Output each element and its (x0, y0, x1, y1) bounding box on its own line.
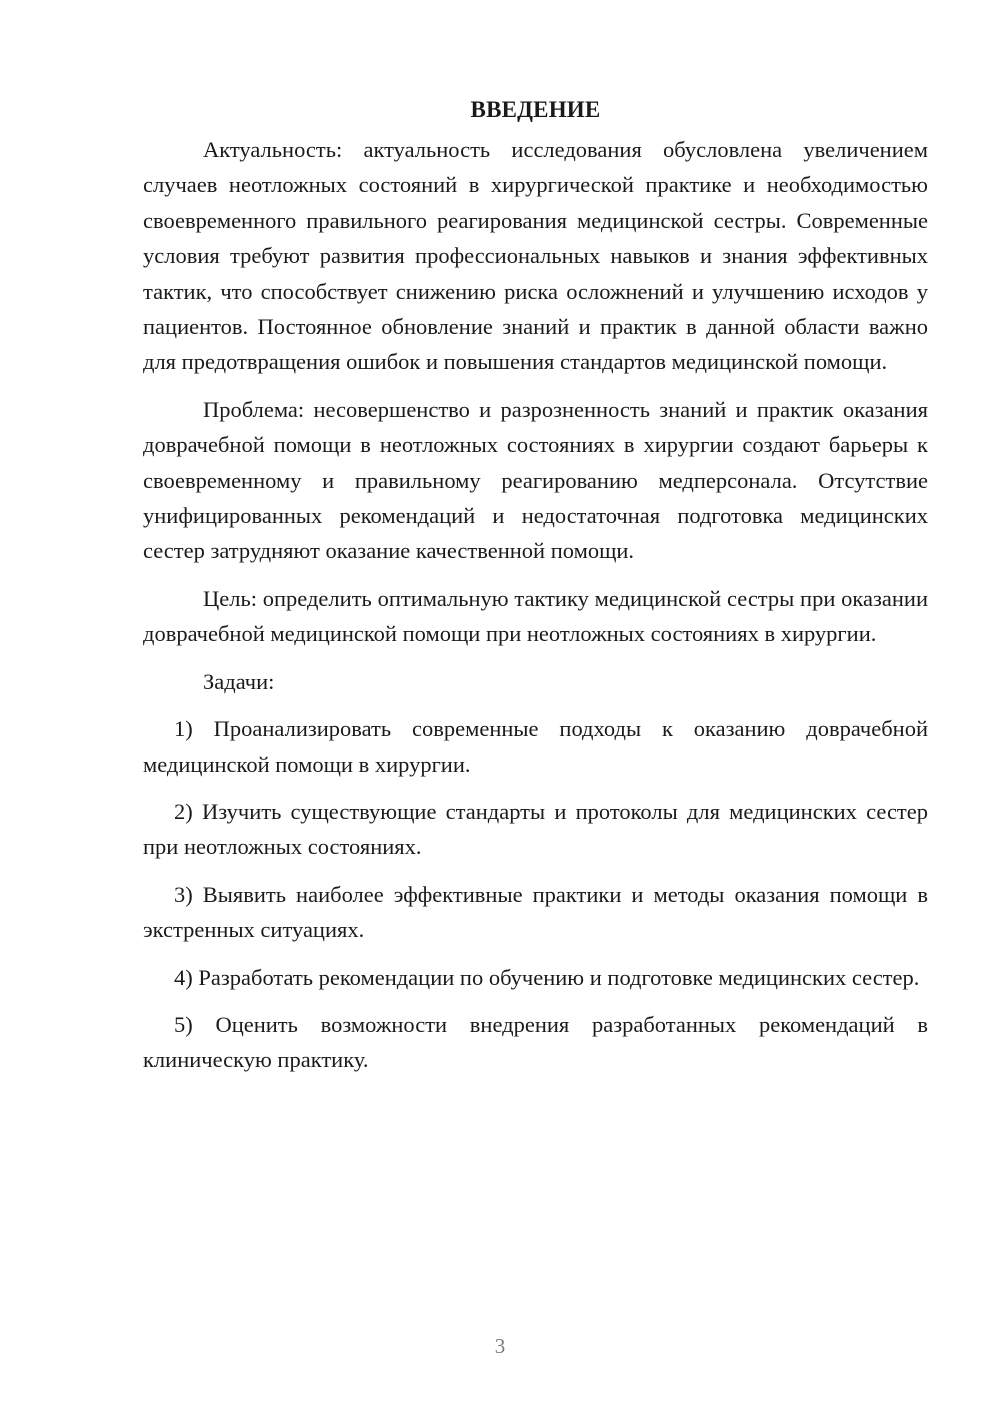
tasks-list (143, 711, 928, 1078)
task-item: 2) Изучить существующие стандарты и протоколы для медицинских сестер при неотложных состояниях. (143, 798, 928, 860)
document-page (143, 92, 928, 1090)
problem-paragraph: Проблема: несовершенство и разрозненность знаний и практик оказания доврачебной помощи в неотложных состояниях в хирургии создают барьеры к своевременному и правильному реагированию медперсонала. Отсутствие унифицированных рекомендаций и недостаточная подготовка медицинских сестер затрудняют оказание качественной помощи. (143, 396, 928, 564)
relevance-paragraph: Актуальность: актуальность исследования обусловлена увеличением случаев неотложных состояний в хирургической практике и необходимостью своевременного правильного реагирования медицинской сестры. Современные условия требуют развития профессиональных навыков и знания эффективных тактик, что способствует снижению риска осложнений и улучшению исходов у пациентов. Постоянное обновление знаний и практик в данной области важно для предотвращения ошибок и повышения стандартов медицинской помощи. (143, 137, 928, 375)
section-title: ВВЕДЕНИЕ (470, 97, 601, 122)
task-item: 5) Оценить возможности внедрения разработанных рекомендаций в клиническую практику. (143, 1011, 928, 1073)
task-item: 3) Выявить наиболее эффективные практики и методы оказания помощи в экстренных ситуациях. (143, 881, 928, 943)
task-item: 4) Разработать рекомендации по обучению и подготовке медицинских сестер. (174, 964, 920, 990)
page-number: 3 (494, 1334, 506, 1358)
task-item: 1) Проанализировать современные подходы к оказанию доврачебной медицинской помощи в хирургии. (143, 716, 928, 777)
goal-paragraph: Цель: определить оптимальную тактику медицинской сестры при оказании доврачебной медицинской помощи при неотложных состояниях в хирургии. (143, 585, 928, 647)
tasks-label: Задачи: (203, 668, 275, 694)
